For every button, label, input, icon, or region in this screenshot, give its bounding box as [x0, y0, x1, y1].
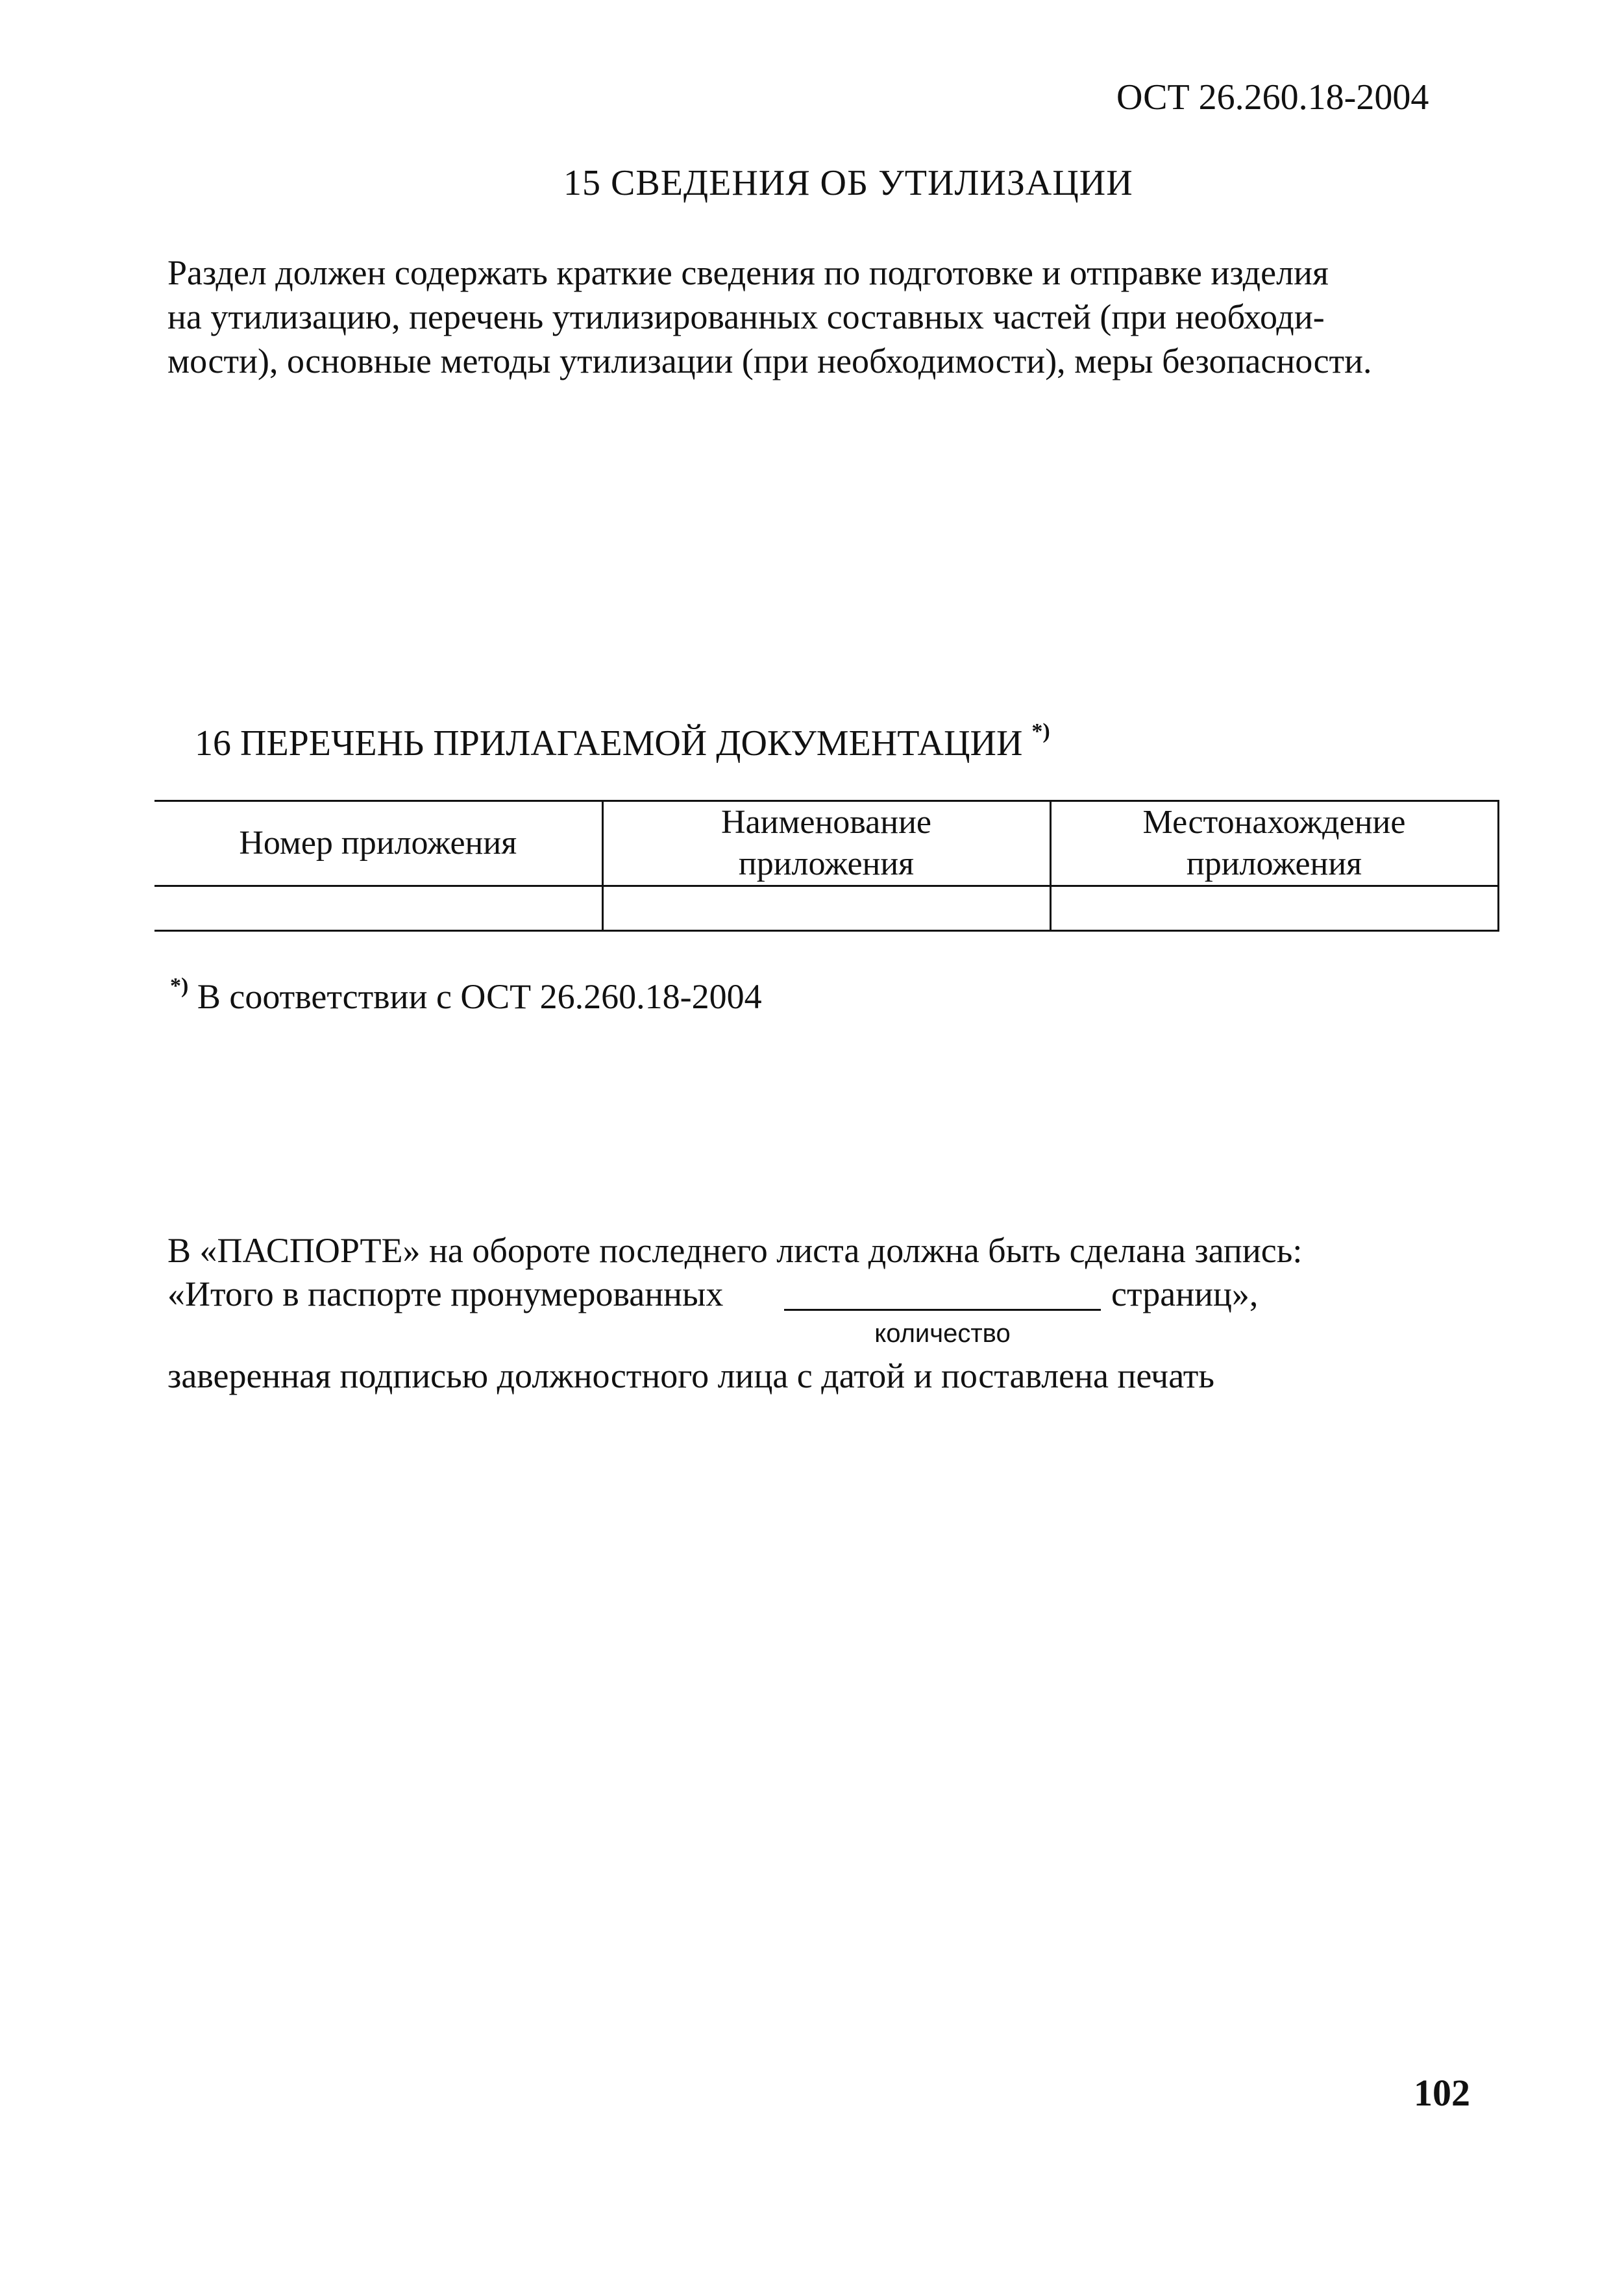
passport-note-line-1: В «ПАСПОРТЕ» на обороте последнего листа должна быть сделана запись: — [167, 1231, 1303, 1270]
blank-caption: количество — [874, 1319, 1011, 1348]
standard-code: ОСТ 26.260.18-2004 — [1116, 77, 1429, 118]
attached-documents-table — [154, 800, 1499, 932]
section-15-title: 15 СВЕДЕНИЯ ОБ УТИЛИЗАЦИИ — [563, 163, 1133, 203]
footnote-marker: *) — [170, 974, 189, 998]
header-text: приложения — [738, 845, 915, 882]
page-number: 102 — [1414, 2072, 1470, 2114]
table-cell — [154, 886, 602, 931]
column-header-appendix-location — [1050, 801, 1498, 886]
section-16-title — [195, 719, 1050, 764]
column-header-appendix-name — [602, 801, 1050, 886]
header-text: Местонахождение — [1142, 804, 1406, 841]
table-row — [154, 886, 1498, 931]
section-15-paragraph — [167, 251, 1470, 383]
footnote — [170, 974, 762, 1017]
header-text: приложения — [1186, 845, 1362, 882]
header-text: Номер приложения — [239, 825, 517, 862]
header-text: Наименование — [721, 804, 931, 841]
table-header-row — [154, 801, 1498, 886]
paragraph-line: мости), основные методы утилизации (при необходимости), меры безопасности. — [167, 342, 1372, 380]
column-header-appendix-number — [154, 801, 602, 886]
paragraph-line: на утилизацию, перечень утилизированных составных частей (при необходи- — [167, 297, 1325, 336]
passport-note-line-2-end: страниц», — [1111, 1274, 1259, 1313]
section-16-title-text: 16 ПЕРЕЧЕНЬ ПРИЛАГАЕМОЙ ДОКУМЕНТАЦИИ — [195, 723, 1032, 764]
table-cell — [1050, 886, 1498, 931]
footnote-text: В соответствии с ОСТ 26.260.18-2004 — [188, 977, 762, 1016]
passport-note-line-2: «Итого в паспорте пронумерованных — [167, 1274, 724, 1313]
page-count-blank — [784, 1309, 1101, 1311]
passport-note-line-3: заверенная подписью должностного лица с датой и поставлена печать — [167, 1356, 1214, 1395]
paragraph-line: Раздел должен содержать краткие сведения по подготовке и отправке изделия — [167, 253, 1329, 292]
table-cell — [602, 886, 1050, 931]
footnote-marker: *) — [1031, 719, 1050, 743]
